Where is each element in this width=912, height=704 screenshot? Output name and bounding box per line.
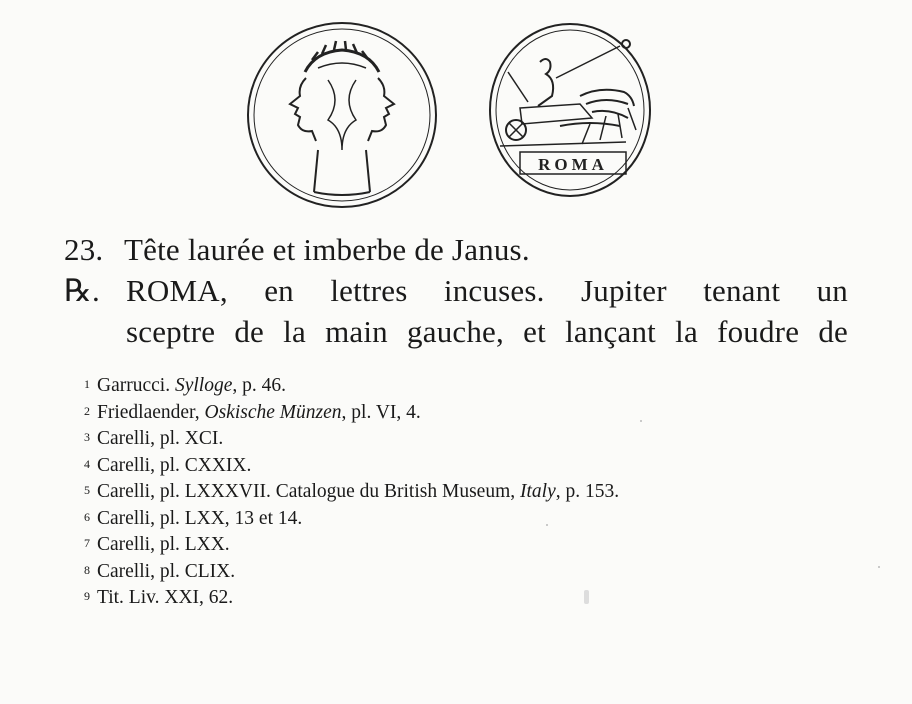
entry-number: 23. [64, 232, 104, 267]
footnote-text: Carelli, pl. CLIX. [97, 560, 236, 582]
footnote-7 [84, 531, 864, 558]
footnote-1 [84, 372, 864, 399]
entry-obverse-line [64, 230, 530, 270]
footnote-number: 9 [84, 589, 90, 603]
paper-speck [584, 590, 589, 604]
footnote-text: , pl. VI, 4. [341, 401, 421, 423]
footnote-text: Carelli, pl. CXXIX. [97, 454, 252, 476]
footnote-text: Garrucci. [97, 375, 175, 396]
footnote-8 [84, 558, 864, 585]
paper-speck [546, 524, 548, 526]
paper-speck [640, 420, 642, 422]
footnote-2 [84, 399, 864, 426]
footnote-text: Carelli, pl. LXX. [97, 534, 230, 555]
footnote-text: Italy [519, 481, 556, 502]
reverse-mark: ℞. [64, 273, 100, 308]
footnote-3 [84, 425, 864, 452]
reverse-description-continued: sceptre de la main gauche, et lançant la foudre de [126, 314, 848, 349]
footnote-text: , p. 153. [555, 481, 620, 502]
footnote-number: 8 [84, 562, 90, 577]
footnote-number: 2 [84, 403, 90, 418]
footnotes [84, 372, 864, 611]
footnote-text: , p. 46. [232, 375, 286, 396]
footnote-5 [84, 478, 864, 505]
footnote-number: 1 [84, 377, 90, 391]
footnote-number: 5 [84, 483, 90, 497]
footnote-text: Tit. Liv. XXI, 62. [97, 587, 234, 608]
footnote-number: 7 [84, 536, 90, 550]
obverse-description: Tête laurée et imberbe de Janus. [124, 232, 530, 267]
footnote-9 [84, 584, 864, 611]
coin-illustrations [0, 0, 912, 215]
coin-legend: ROMA [538, 155, 608, 174]
footnote-text: Oskische Münzen [204, 401, 342, 423]
footnote-text: Friedlaender, [97, 401, 205, 423]
footnote-number: 3 [84, 430, 90, 444]
coin-obverse-janus [248, 23, 436, 207]
footnote-text: Carelli, pl. XCI. [97, 428, 224, 449]
paper-speck [878, 566, 880, 568]
footnote-4 [84, 452, 864, 479]
footnote-text: Carelli, pl. LXXXVII. Catalogue du British Museum, [97, 481, 520, 502]
reverse-description: ROMA, en lettres incuses. Jupiter tenant un [126, 273, 848, 308]
footnote-number: 4 [84, 456, 90, 471]
footnote-6 [84, 505, 864, 532]
footnote-text: Carelli, pl. LXX, 13 et 14. [97, 507, 303, 529]
footnote-text: Sylloge [174, 375, 233, 396]
footnote-number: 6 [84, 509, 90, 524]
